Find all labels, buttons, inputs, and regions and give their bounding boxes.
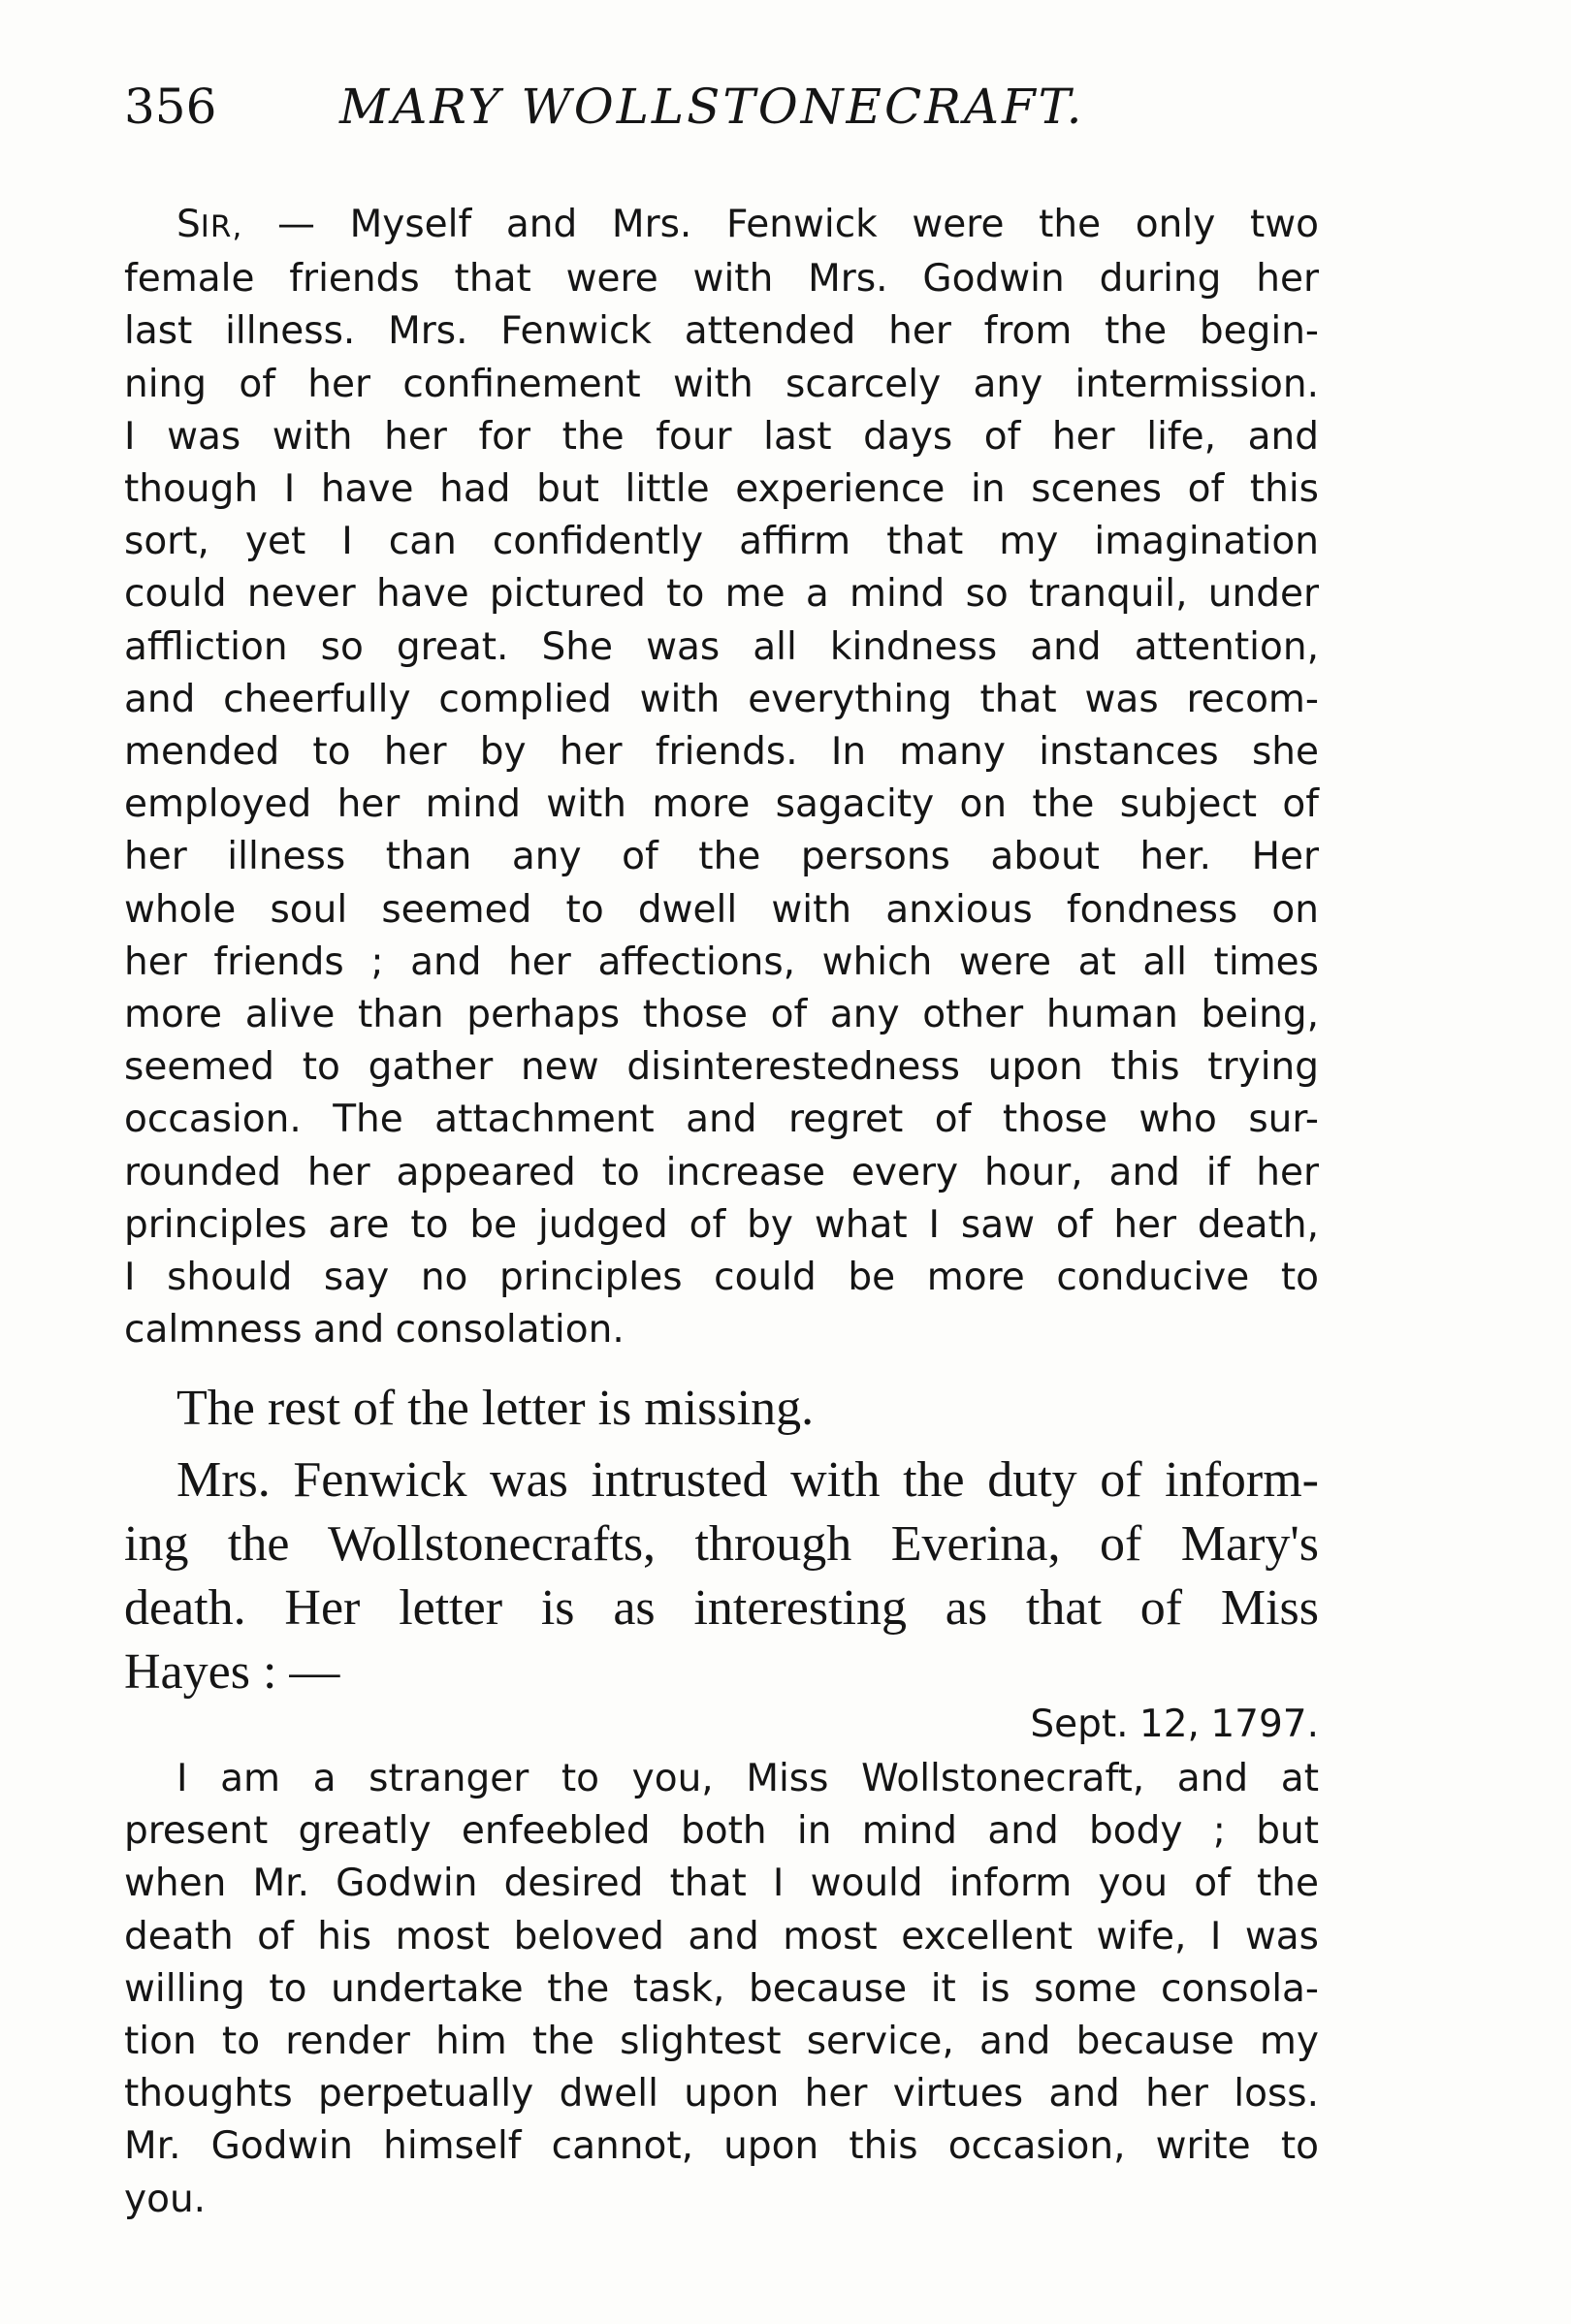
page-number: 356 <box>124 79 217 135</box>
letter-one-line: last illness. Mrs. Fenwick attended her from the begin- <box>124 309 1319 354</box>
letter-two-line: you. <box>124 2177 207 2221</box>
letter-one-line: more alive than perhaps those of any other human being, <box>124 993 1319 1037</box>
running-head <box>124 68 1327 145</box>
letter-one-line: and cheerfully complied with everything that was recom- <box>124 677 1319 721</box>
salutation-initial: S <box>176 203 201 246</box>
letter-one-line-1 <box>124 199 1319 253</box>
letter-two-line: willing to undertake the task, because it is some consola- <box>124 1966 1319 2011</box>
letter-one-line: sort, yet I can confidently affirm that my imagination <box>124 520 1319 564</box>
letter-two-dateline <box>124 1699 1319 1751</box>
letter-one-line: her friends ; and her affections, which were at all times <box>124 939 1319 984</box>
letter-one-line: could never have pictured to me a mind so tranquil, under <box>124 572 1319 617</box>
letter-one <box>124 199 1319 1356</box>
letter-two-line: I am a stranger to you, Miss Wollstonecraft, and at <box>176 1757 1319 1800</box>
letter-one-line: calmness and consolation. <box>124 1308 625 1353</box>
letter-one-line: I should say no principles could be more conducive to <box>124 1256 1319 1300</box>
letter-two <box>124 1753 1319 2226</box>
rest-missing-line: The rest of the letter is missing. <box>176 1381 815 1436</box>
intrusted-line: ing the Wollstonecrafts, through Everina, of Mary's <box>124 1516 1319 1572</box>
letter-two-line: tion to render him the slightest service, and because my <box>124 2020 1319 2064</box>
letter-date: Sept. 12, 1797. <box>1030 1703 1319 1746</box>
letter-two-line: death of his most beloved and most excellent wife, I was <box>124 1914 1319 1958</box>
letter-one-line: rounded her appeared to increase every hour, and if her <box>124 1150 1319 1194</box>
letter-one-line: affliction so great. She was all kindness and attention, <box>124 624 1319 669</box>
letter-one-line: I was with her for the four last days of her life, and <box>124 414 1319 459</box>
letter-one-line: female friends that were with Mrs. Godwin during her <box>124 257 1319 302</box>
letter-two-line: Mr. Godwin himself cannot, upon this occasion, write to <box>124 2124 1319 2169</box>
letter-one-line: mended to her by her friends. In many instances she <box>124 730 1319 775</box>
letter-one-line: though I have had but little experience in scenes of this <box>124 467 1319 512</box>
letter-one-line: employed her mind with more sagacity on the subject of <box>124 782 1319 827</box>
letter-one-line: her illness than any of the persons about her. Her <box>124 835 1319 879</box>
letter-two-line: present greatly enfeebled both in mind and body ; but <box>124 1809 1319 1854</box>
letter-two-line: when Mr. Godwin desired that I would inform you of the <box>124 1862 1319 1906</box>
salutation-rest: IR, <box>200 209 243 244</box>
rest-missing-paragraph <box>124 1377 1319 1441</box>
intrusted-line: Hayes : — <box>124 1644 340 1700</box>
letter-one-line: occasion. The attachment and regret of those who sur- <box>124 1098 1319 1142</box>
intrusted-paragraph <box>124 1449 1319 1704</box>
letter-one-line: seemed to gather new disinterestedness upon this trying <box>124 1045 1319 1090</box>
running-title: MARY WOLLSTONECRAFT. <box>339 79 1085 135</box>
intrusted-line: Mrs. Fenwick was intrusted with the duty of inform- <box>176 1452 1319 1508</box>
letter-two-line: thoughts perpetually dwell upon her virtues and her loss. <box>124 2072 1319 2117</box>
letter-one-line: ning of her confinement with scarcely any intermission. <box>124 362 1319 406</box>
letter-one-line-1-text: — Myself and Mrs. Fenwick were the only two <box>242 203 1319 246</box>
intrusted-line: death. Her letter is as interesting as that of Miss <box>124 1580 1319 1636</box>
letter-one-line: whole soul seemed to dwell with anxious fondness on <box>124 887 1319 932</box>
letter-one-line: principles are to be judged of by what I saw of her death, <box>124 1202 1319 1247</box>
